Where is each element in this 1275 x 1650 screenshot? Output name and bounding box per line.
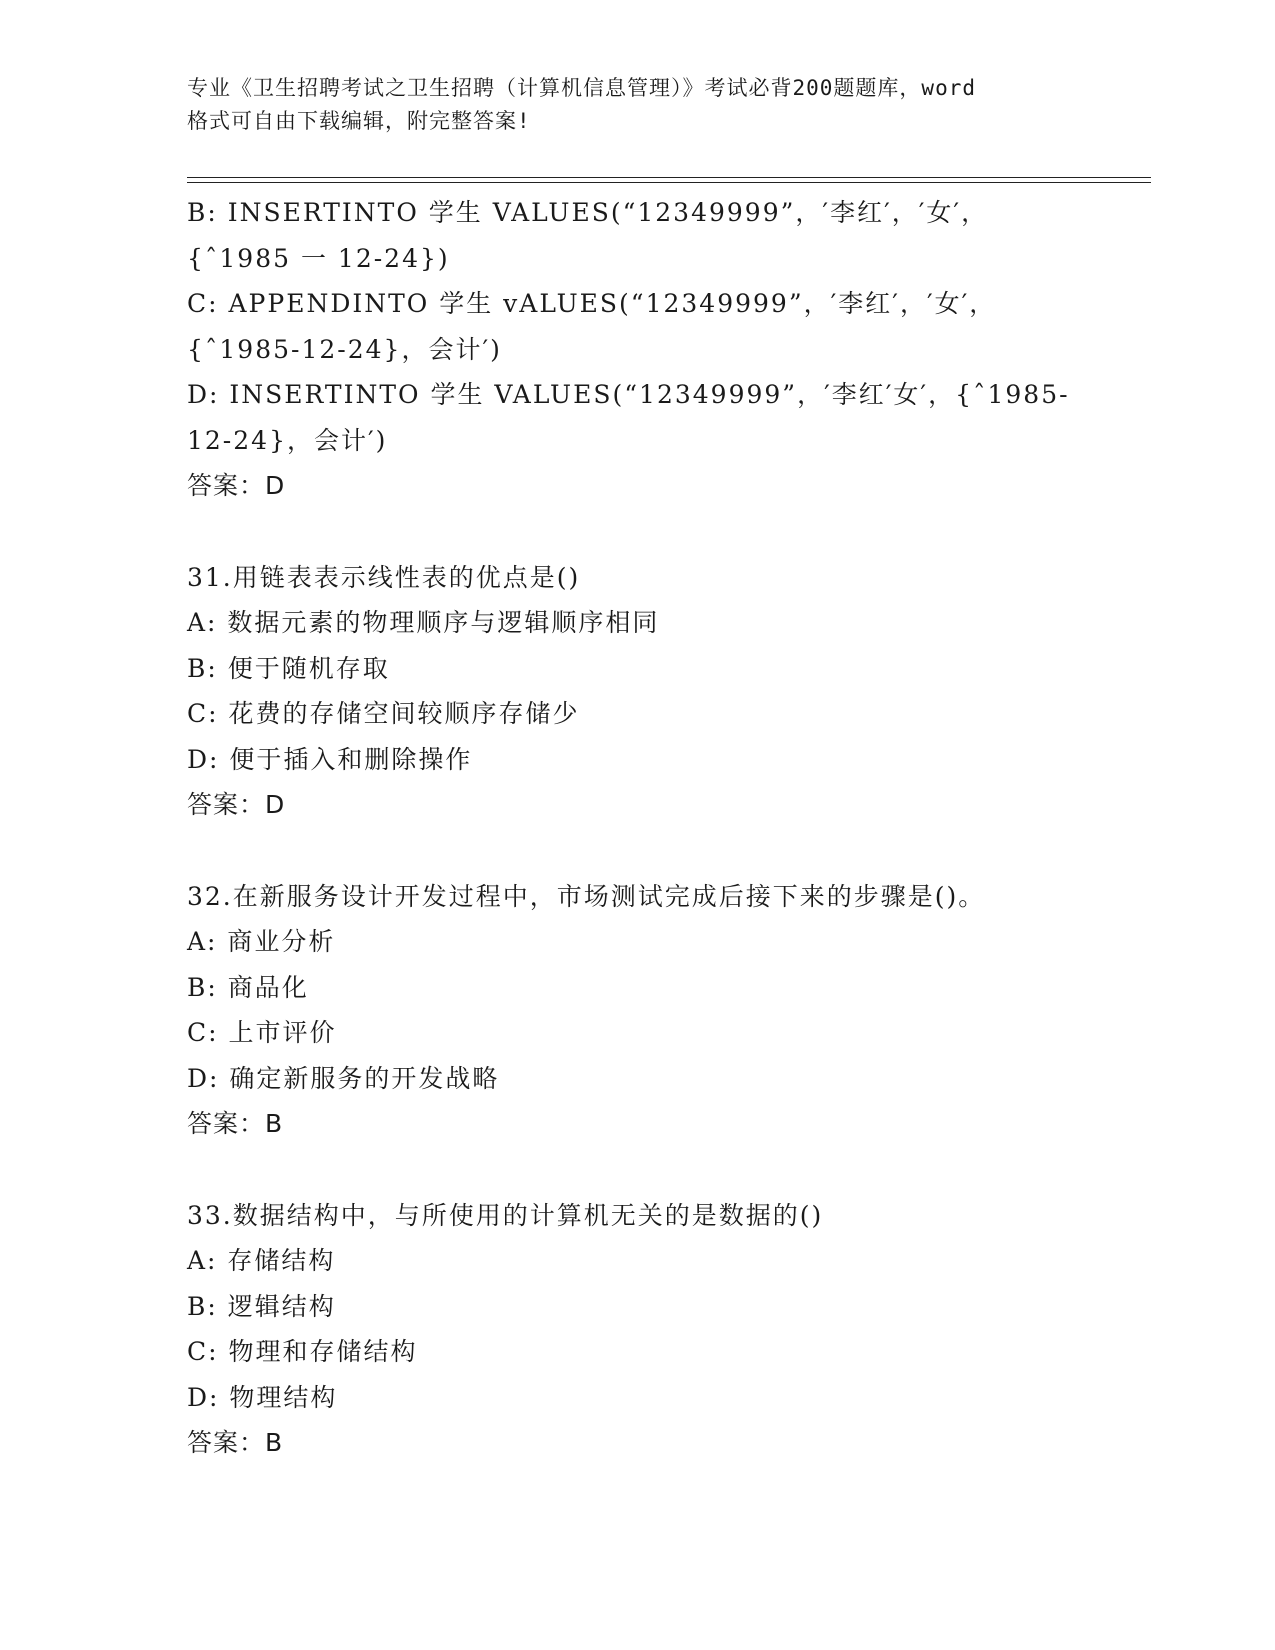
question-stem: 32.在新服务设计开发过程中，市场测试完成后接下来的步骤是()。: [187, 881, 986, 911]
option-d: D: 确定新服务的开发战略: [187, 1063, 500, 1093]
answer-text: 答案：D: [187, 790, 286, 819]
answer-text: 答案：B: [187, 1109, 284, 1138]
option-c-line-1: C: APPENDINTO 学生 vALUES(“12349999”，′李红′，′女′，: [187, 289, 997, 318]
answer-text: 答案：B: [187, 1428, 284, 1457]
option-a: A: 商业分析: [187, 927, 336, 956]
option-c-line-2: {ˆ1985-12-24}，会计′): [187, 334, 502, 364]
option-c: C: 物理和存储结构: [187, 1337, 418, 1366]
option-c: C: 花费的存储空间较顺序存储少: [187, 699, 580, 728]
header-divider-top: [187, 177, 1151, 178]
option-c: C: 上市评价: [187, 1018, 337, 1047]
spacer: [187, 1147, 1087, 1193]
question-stem: 33.数据结构中，与所使用的计算机无关的是数据的(): [187, 1200, 824, 1230]
option-b: B: 商品化: [187, 972, 309, 1002]
option-a: A: 存储结构: [187, 1246, 336, 1275]
header-line-1: 专业《卫生招聘考试之卫生招聘（计算机信息管理）》考试必背200题题库，word: [187, 76, 976, 100]
option-b-line-2: {ˆ1985 一 12-24}): [187, 243, 450, 273]
option-a: A: 数据元素的物理顺序与逻辑顺序相同: [187, 608, 660, 637]
question-block-33: [187, 1193, 1087, 1466]
option-d: D: 物理结构: [187, 1382, 338, 1412]
header-line-2: 格式可自由下载编辑，附完整答案!: [187, 109, 531, 133]
question-stem: 31.用链表表示线性表的优点是(): [187, 562, 581, 592]
option-d: D: 便于插入和删除操作: [187, 744, 473, 774]
question-block-31: [187, 555, 1087, 828]
option-b-line-1: B: INSERTINTO 学生 VALUES(“12349999”，′李红′，′女′，: [187, 198, 989, 227]
question-block-30: [187, 190, 1087, 509]
document-body: [187, 190, 1087, 1466]
option-b: B: 逻辑结构: [187, 1291, 336, 1321]
spacer: [187, 828, 1087, 874]
document-header: [187, 72, 1087, 138]
header-divider-bottom: [187, 182, 1151, 183]
option-b: B: 便于随机存取: [187, 653, 390, 683]
option-d-line-2: 12-24}，会计′): [187, 425, 388, 455]
option-d-line-1: D: INSERTINTO 学生 VALUES(“12349999”，′李红′女′，{ˆ1985-: [187, 380, 1070, 409]
spacer: [187, 509, 1087, 555]
answer-text: 答案：D: [187, 471, 286, 500]
question-block-32: [187, 874, 1087, 1147]
